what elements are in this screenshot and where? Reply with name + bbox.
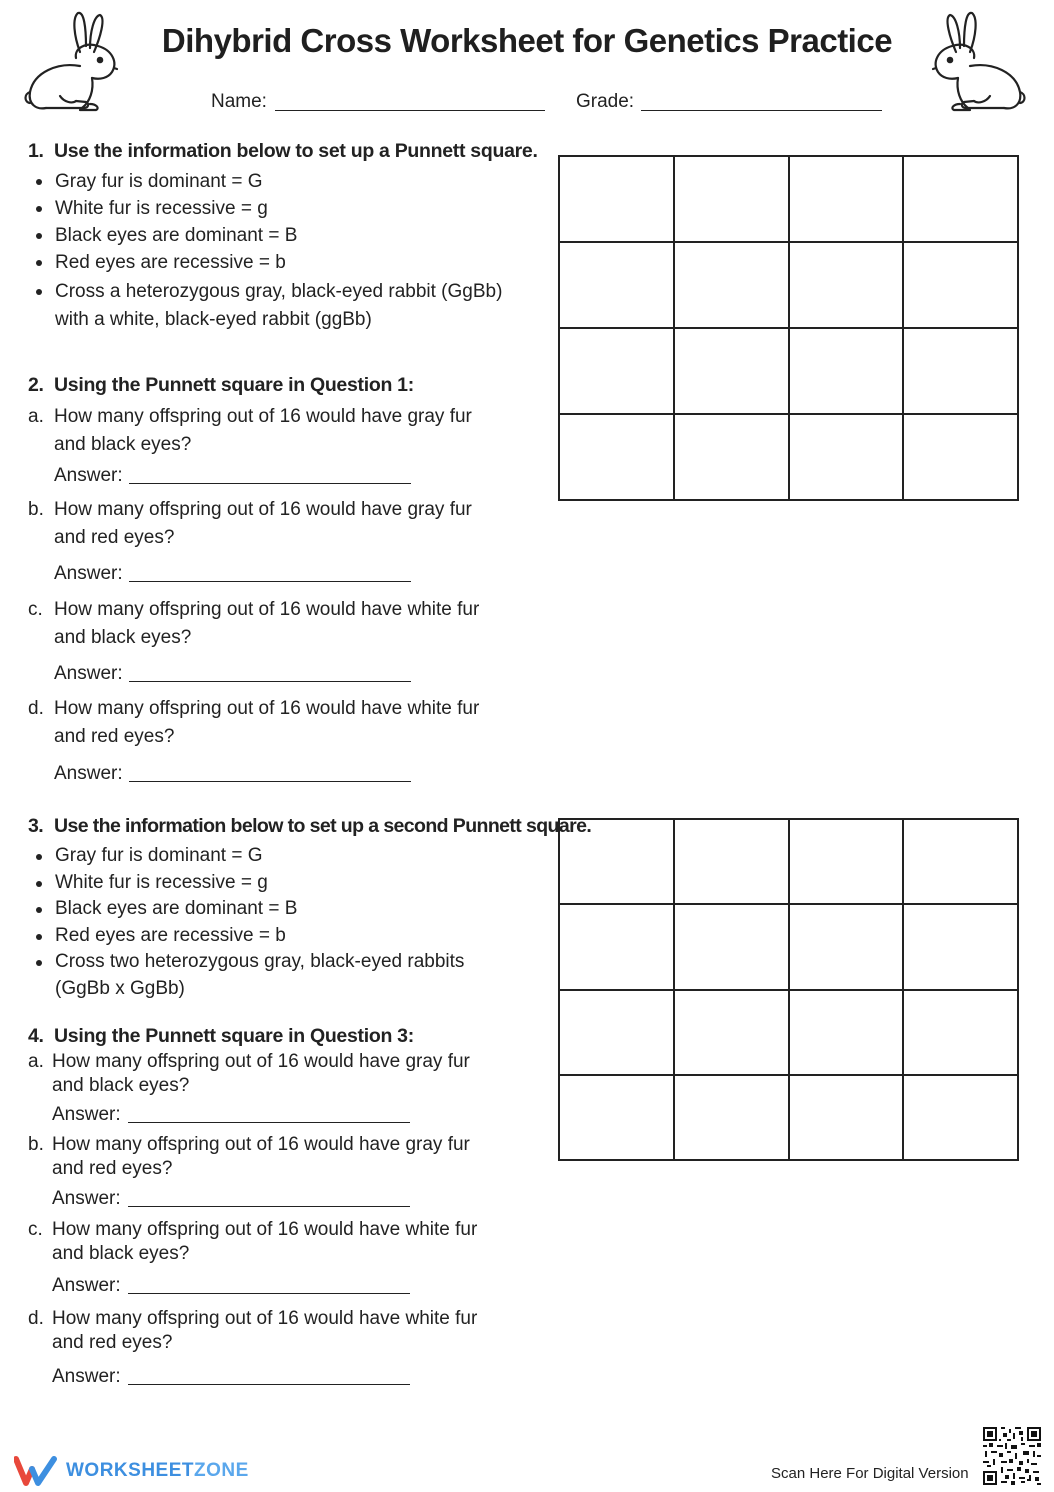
- punnett-cell[interactable]: [559, 990, 674, 1075]
- punnett-cell[interactable]: [789, 328, 904, 414]
- punnett-cell[interactable]: [903, 990, 1018, 1075]
- question-text: Using the Punnett square in Question 1:: [54, 374, 414, 396]
- question-text: Use the information below to set up a Punnett square.: [54, 140, 538, 162]
- answer-label: Answer:: [52, 1275, 121, 1296]
- rabbit-icon: [920, 8, 1030, 118]
- punnett-cell[interactable]: [903, 156, 1018, 242]
- punnett-cell[interactable]: [559, 819, 674, 904]
- list-item: Gray fur is dominant = G: [28, 843, 498, 870]
- question-2b: [28, 496, 528, 556]
- sub-question-text: How many offspring out of 16 would have gray fur and black eyes?: [54, 406, 472, 455]
- punnett-square-1: [558, 155, 1019, 501]
- brand-name-part: ZONE: [194, 1460, 249, 1481]
- list-item: Cross a heterozygous gray, black-eyed rabbit (GgBb) with a white, black-eyed rabbit (ggBb): [28, 278, 518, 334]
- list-item: Red eyes are recessive = b: [28, 249, 518, 276]
- question-2a: [28, 403, 528, 463]
- sub-question-text: How many offspring out of 16 would have white fur and black eyes?: [52, 1219, 478, 1264]
- grade-label: Grade:: [576, 91, 635, 112]
- list-item: Cross two heterozygous gray, black-eyed rabbits (GgBb x GgBb): [28, 949, 498, 1002]
- list-item: White fur is recessive = g: [28, 195, 518, 222]
- question-4a: [28, 1050, 528, 1102]
- question-number: 3.: [28, 815, 44, 837]
- punnett-cell[interactable]: [674, 414, 789, 500]
- answer-field[interactable]: [128, 1206, 410, 1207]
- list-item: Black eyes are dominant = B: [28, 896, 498, 923]
- sub-question-letter: d.: [28, 1308, 44, 1329]
- answer-field[interactable]: [128, 1293, 410, 1294]
- answer-label: Answer:: [52, 1188, 121, 1209]
- list-item: Black eyes are dominant = B: [28, 222, 518, 249]
- punnett-cell[interactable]: [674, 990, 789, 1075]
- punnett-square-2: [558, 818, 1019, 1161]
- sub-question-letter: a.: [28, 406, 44, 427]
- punnett-cell[interactable]: [559, 156, 674, 242]
- name-label: Name:: [211, 91, 267, 112]
- punnett-cell[interactable]: [903, 242, 1018, 328]
- sub-question-text: How many offspring out of 16 would have gray fur and black eyes?: [52, 1051, 470, 1096]
- punnett-cell[interactable]: [559, 414, 674, 500]
- punnett-cell[interactable]: [559, 242, 674, 328]
- question-text: Use the information below to set up a second Punnett square.: [54, 815, 592, 837]
- sub-question-letter: c.: [28, 1219, 43, 1240]
- question-2d: [28, 695, 528, 755]
- question-number: 4.: [28, 1025, 44, 1047]
- answer-field[interactable]: [129, 781, 411, 782]
- answer-label: Answer:: [54, 465, 123, 486]
- punnett-cell[interactable]: [559, 1075, 674, 1160]
- sub-question-letter: d.: [28, 698, 44, 719]
- question-2c: [28, 596, 528, 656]
- question-3-heading: [28, 815, 592, 841]
- punnett-cell[interactable]: [789, 990, 904, 1075]
- list-item: Red eyes are recessive = b: [28, 923, 498, 950]
- punnett-cell[interactable]: [674, 156, 789, 242]
- list-item: Gray fur is dominant = G: [28, 168, 518, 195]
- qr-code-icon[interactable]: [983, 1427, 1041, 1485]
- sub-question-text: How many offspring out of 16 would have white fur and red eyes?: [54, 698, 480, 747]
- question-3-bullets: [28, 843, 498, 1002]
- answer-label: Answer:: [52, 1366, 121, 1387]
- name-field[interactable]: [275, 110, 545, 111]
- rabbit-icon: [20, 8, 130, 118]
- punnett-cell[interactable]: [789, 414, 904, 500]
- punnett-cell[interactable]: [903, 1075, 1018, 1160]
- question-1-heading: [28, 140, 548, 166]
- answer-field[interactable]: [129, 681, 411, 682]
- sub-question-letter: c.: [28, 599, 43, 620]
- question-4c: [28, 1218, 528, 1270]
- question-4-heading: [28, 1025, 548, 1051]
- punnett-cell[interactable]: [903, 819, 1018, 904]
- question-1-bullets: [28, 168, 518, 334]
- worksheetzone-logo-icon: [14, 1455, 60, 1487]
- scan-instruction: Scan Here For Digital Version: [771, 1465, 969, 1482]
- punnett-cell[interactable]: [674, 328, 789, 414]
- question-number: 1.: [28, 140, 44, 162]
- sub-question-text: How many offspring out of 16 would have gray fur and red eyes?: [54, 499, 472, 548]
- punnett-cell[interactable]: [674, 904, 789, 989]
- answer-label: Answer:: [54, 763, 123, 784]
- sub-question-letter: a.: [28, 1051, 44, 1072]
- punnett-cell[interactable]: [559, 328, 674, 414]
- punnett-cell[interactable]: [789, 242, 904, 328]
- question-4b: [28, 1133, 528, 1185]
- question-text: Using the Punnett square in Question 3:: [54, 1025, 414, 1047]
- sub-question-text: How many offspring out of 16 would have white fur and red eyes?: [52, 1308, 478, 1353]
- punnett-cell[interactable]: [674, 1075, 789, 1160]
- answer-field[interactable]: [129, 581, 411, 582]
- punnett-cell[interactable]: [789, 156, 904, 242]
- sub-question-letter: b.: [28, 499, 44, 520]
- brand-name-part: WORKSHEET: [66, 1460, 194, 1481]
- punnett-cell[interactable]: [789, 819, 904, 904]
- punnett-cell[interactable]: [674, 819, 789, 904]
- answer-label: Answer:: [54, 663, 123, 684]
- punnett-cell[interactable]: [789, 1075, 904, 1160]
- list-item: White fur is recessive = g: [28, 870, 498, 897]
- question-4d: [28, 1307, 528, 1359]
- punnett-cell[interactable]: [674, 242, 789, 328]
- punnett-cell[interactable]: [903, 414, 1018, 500]
- punnett-cell[interactable]: [789, 904, 904, 989]
- question-number: 2.: [28, 374, 44, 396]
- answer-field[interactable]: [129, 483, 411, 484]
- sub-question-text: How many offspring out of 16 would have white fur and black eyes?: [54, 599, 480, 648]
- answer-label: Answer:: [54, 563, 123, 584]
- answer-field[interactable]: [128, 1122, 410, 1123]
- punnett-cell[interactable]: [903, 904, 1018, 989]
- answer-field[interactable]: [128, 1384, 410, 1385]
- sub-question-letter: b.: [28, 1134, 44, 1155]
- sub-question-text: How many offspring out of 16 would have gray fur and red eyes?: [52, 1134, 470, 1179]
- answer-label: Answer:: [52, 1104, 121, 1125]
- brand-name: [66, 1460, 249, 1482]
- question-2-heading: [28, 374, 548, 400]
- grade-field[interactable]: [641, 110, 882, 111]
- punnett-cell[interactable]: [559, 904, 674, 989]
- punnett-cell[interactable]: [903, 328, 1018, 414]
- page-title: Dihybrid Cross Worksheet for Genetics Practice: [161, 22, 893, 59]
